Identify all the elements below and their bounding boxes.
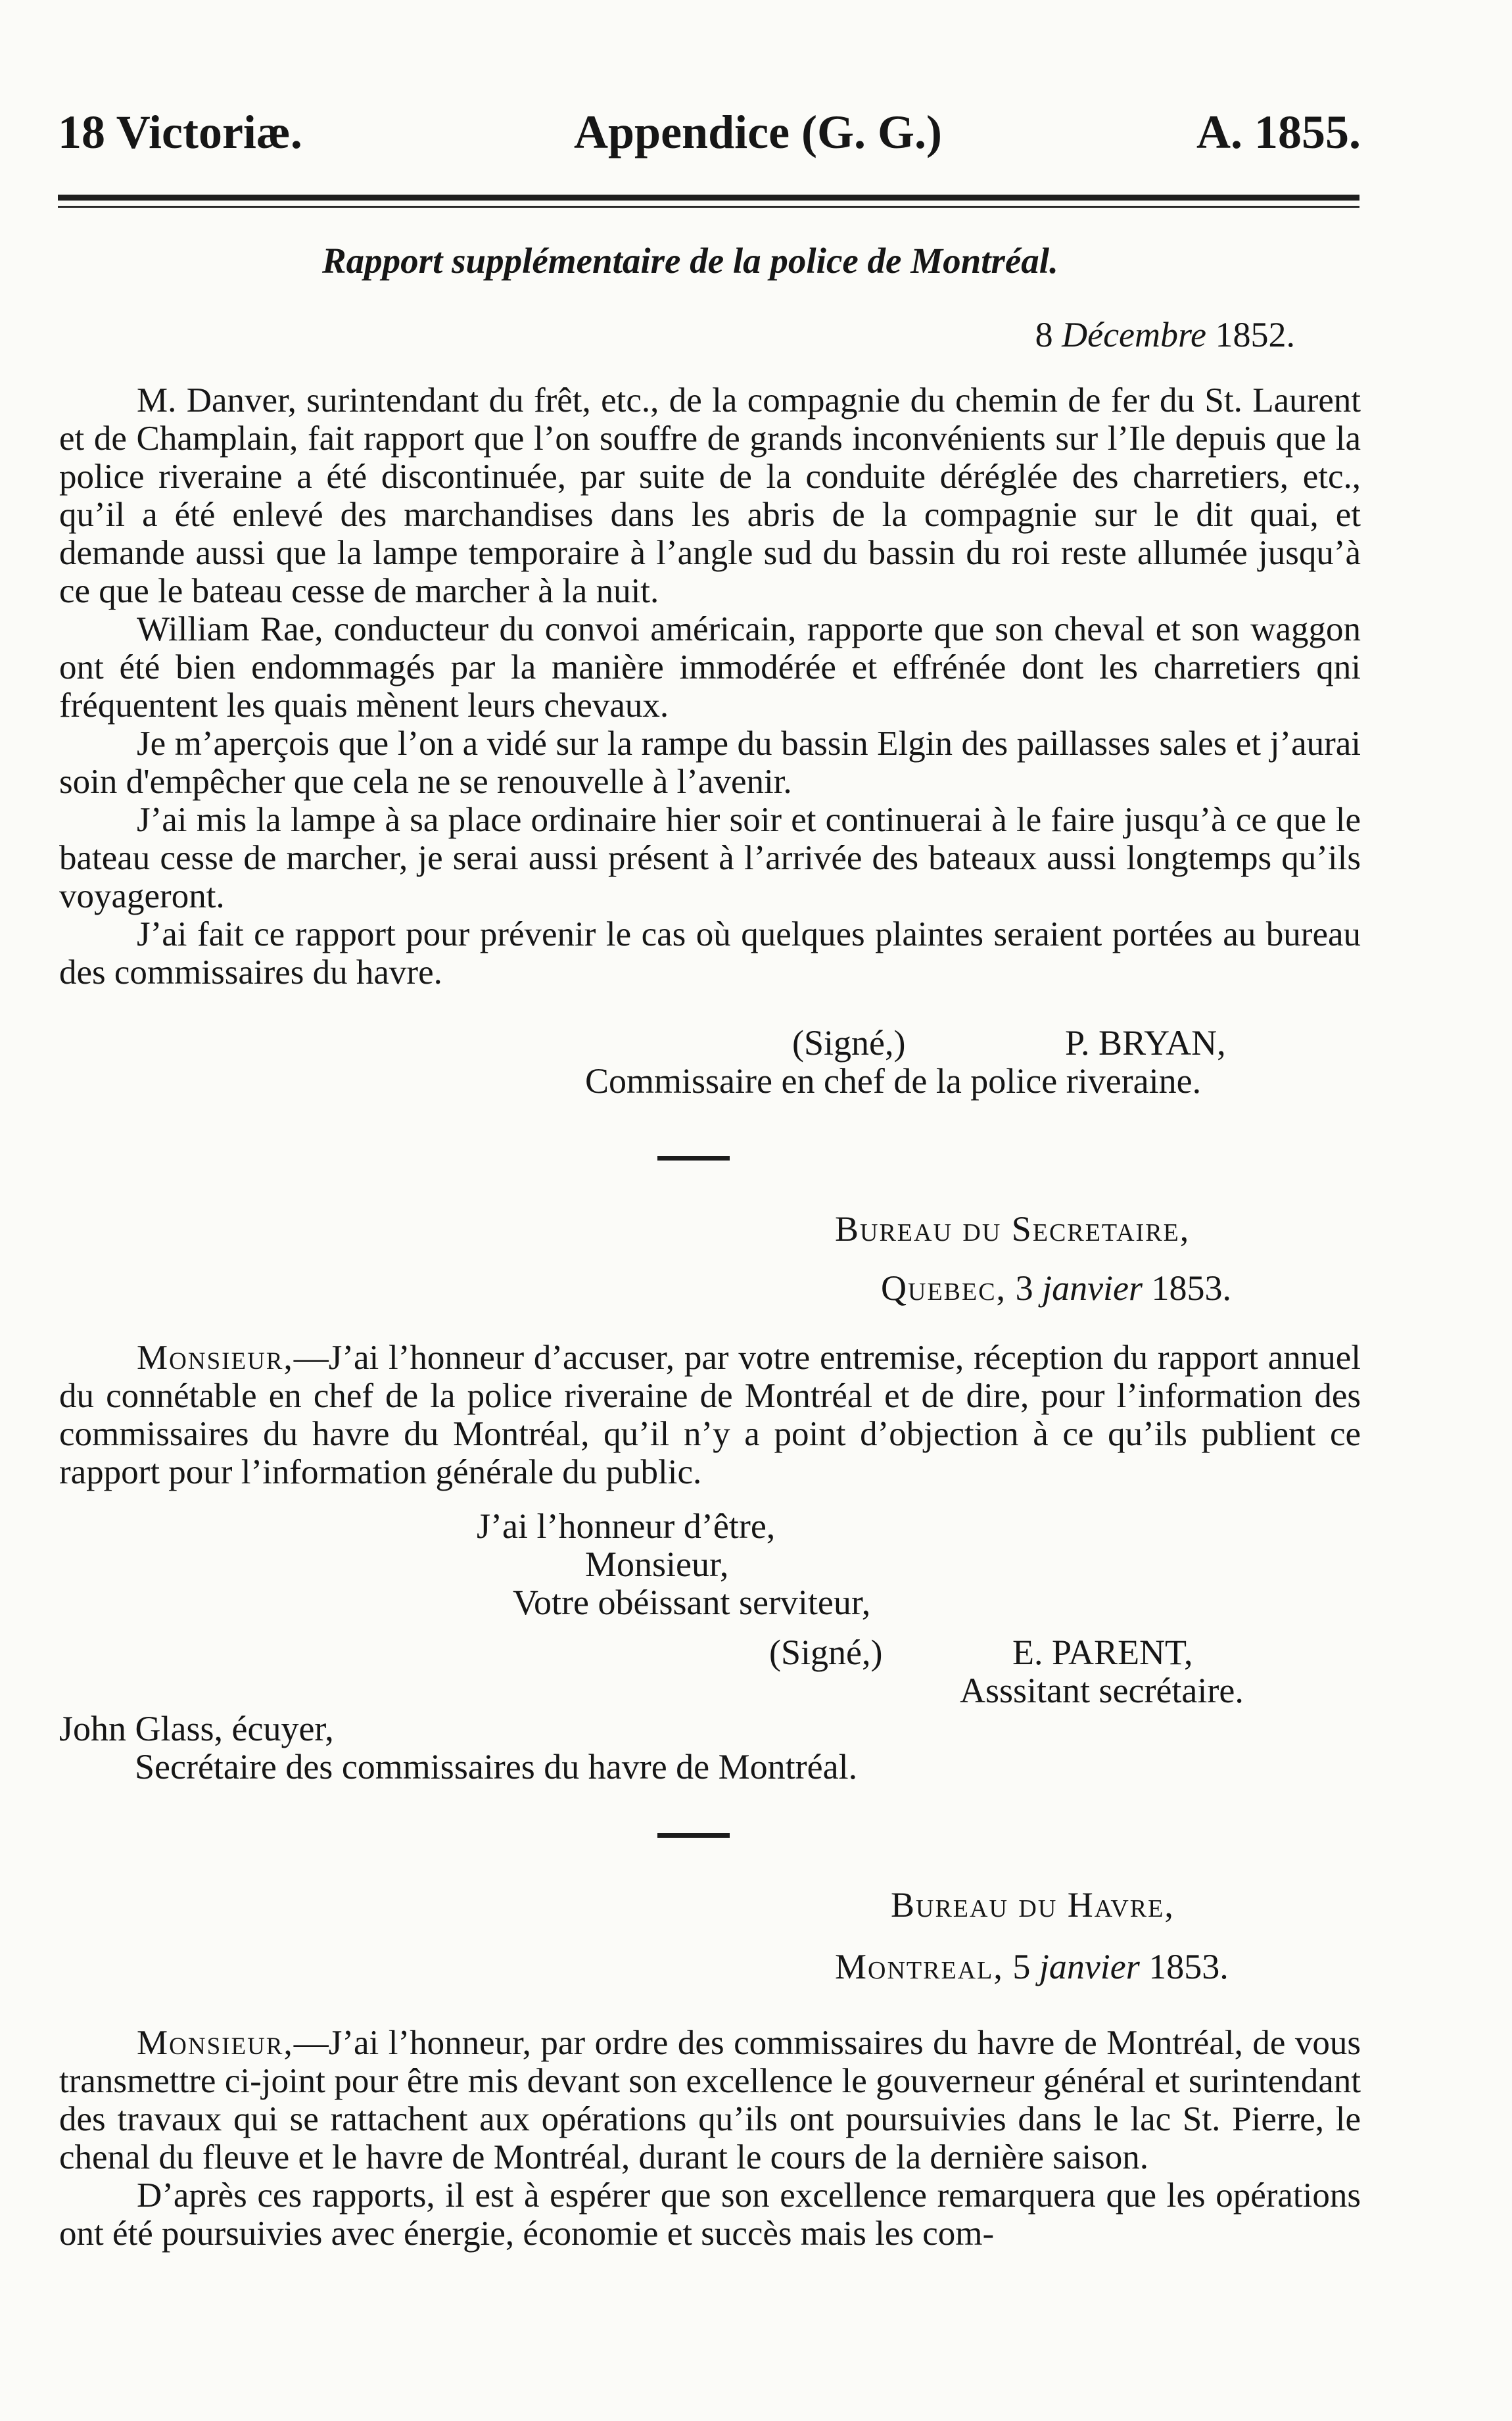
report-paragraph: J’ai mis la lampe à sa place ordinaire hier soir et continuerai à le faire jusqu’à ce que le bateau cesse de marcher, je serai aussi présent à l’arrivée des bateaux aussi longtemps qu’ils voyageront. <box>59 801 1361 915</box>
letter2-paragraph <box>59 2024 1361 2176</box>
report-date-day: 8 <box>1035 315 1053 354</box>
header-rule-thick <box>58 195 1359 201</box>
letter1-body <box>59 1339 1361 1491</box>
report-paragraph: Je m’aperçois que l’on a vidé sur la rampe du bassin Elgin des paillasses sales et j’aurai soin d'empêcher que cela ne se renouvelle à l’avenir. <box>59 725 1361 801</box>
letter2-text: —J’ai l’honneur, par ordre des commissaires du havre de Montréal, de vous transmettre ci-joint pour être mis devant son excellence le gouverneur général et surintendant des travaux qui se rattachent aux opérations qu’ils ont poursuivies dans le lac St. Pierre, le chenal du fleuve et le havre de Montréal, durant le cours de la dernière saison. <box>59 2024 1361 2176</box>
letter1-date-month: janvier <box>1042 1268 1143 1308</box>
report-body <box>59 381 1361 992</box>
report-paragraph: William Rae, conducteur du convoi américain, rapporte que son cheval et son waggon ont été bien endommagés par la manière immodérée et effrénée dont les charretiers qni fréquentent les quais mènent leurs chevaux. <box>59 610 1361 725</box>
report-date-month: Décembre <box>1062 315 1206 354</box>
report-date <box>1035 314 1295 355</box>
report-signer-title: Commissaire en chef de la police riveraine. <box>585 1061 1202 1101</box>
report-date-year: 1852. <box>1215 315 1295 354</box>
letter2-date-day: 5 <box>1012 1947 1031 1986</box>
letter1-paragraph <box>59 1339 1361 1491</box>
letter1-addressee-title: Secrétaire des commissaires du havre de Montréal. <box>135 1747 858 1786</box>
letter1-salutation: Monsieur, <box>137 1339 294 1377</box>
header-appendix: Appendice (G. G.) <box>574 106 943 158</box>
letter2-body <box>59 2024 1361 2253</box>
letter2-date-year: 1853. <box>1148 1947 1229 1986</box>
report-title: Rapport supplémentaire de la police de Montréal. <box>322 241 1058 281</box>
letter1-signed: (Signé,) <box>769 1633 883 1672</box>
letter2-place: Montreal, <box>835 1947 1004 1986</box>
letter1-signer-title: Asssitant secrétaire. <box>960 1671 1244 1710</box>
report-paragraph: J’ai fait ce rapport pour prévenir le cas où quelques plaintes seraient portées au bureau des commissaires du havre. <box>59 915 1361 992</box>
letter1-dateline <box>881 1268 1231 1308</box>
letter1-place: Quebec, <box>881 1268 1007 1308</box>
letter1-office: Bureau du Secretaire, <box>835 1209 1191 1249</box>
header-year: A. 1855. <box>1196 106 1361 158</box>
letter2-dateline <box>835 1946 1229 1987</box>
letter1-date-year: 1853. <box>1151 1268 1232 1308</box>
letter1-text: —J’ai l’honneur d’accuser, par votre entremise, réception du rapport annuel du connétable en chef de la police riveraine de Montréal et de dire, pour l’information des commissaires du havre du Montréal, qu’il n’y a point d’objection à ce qu’ils publient ce rapport pour l’information générale du public. <box>59 1339 1361 1491</box>
letter2-date-month: janvier <box>1039 1947 1140 1986</box>
letter2-paragraph: D’après ces rapports, il est à espérer que son excellence remarquera que les opérations ont été poursuivies avec énergie, économie et succès mais les com- <box>59 2176 1361 2253</box>
section-separator <box>657 1833 730 1838</box>
section-separator <box>657 1156 730 1161</box>
letter2-salutation: Monsieur, <box>137 2024 294 2062</box>
letter1-signer: E. PARENT, <box>1012 1633 1193 1672</box>
letter1-closing-1: J’ai l’honneur d’être, <box>477 1506 776 1546</box>
report-signer: P. BRYAN, <box>1065 1023 1226 1063</box>
letter1-closing-3: Votre obéissant serviteur, <box>513 1583 871 1622</box>
header-rule-thin <box>58 206 1359 208</box>
report-paragraph: M. Danver, surintendant du frêt, etc., de la compagnie du chemin de fer du St. Laurent et de Champlain, fait rapport que l’on souffre de grands inconvénients sur l’Ile depuis que la police riveraine a été discontinuée, par suite de la conduite déréglée des charretiers, etc., qu’il a été enlevé des marchandises dans les abris de la compagnie sur le dit quai, et demande aussi que la lampe temporaire à l’angle sud du bassin du roi reste allumée jusqu’à ce que le bateau cesse de marcher à la nuit. <box>59 381 1361 610</box>
letter2-office: Bureau du Havre, <box>891 1885 1175 1925</box>
letter1-addressee: John Glass, écuyer, <box>59 1709 334 1748</box>
letter1-closing-2: Monsieur, <box>585 1545 729 1584</box>
report-signed: (Signé,) <box>792 1023 906 1063</box>
header-session: 18 Victoriæ. <box>58 106 302 158</box>
letter1-date-day: 3 <box>1015 1268 1033 1308</box>
page-header <box>58 105 1361 164</box>
